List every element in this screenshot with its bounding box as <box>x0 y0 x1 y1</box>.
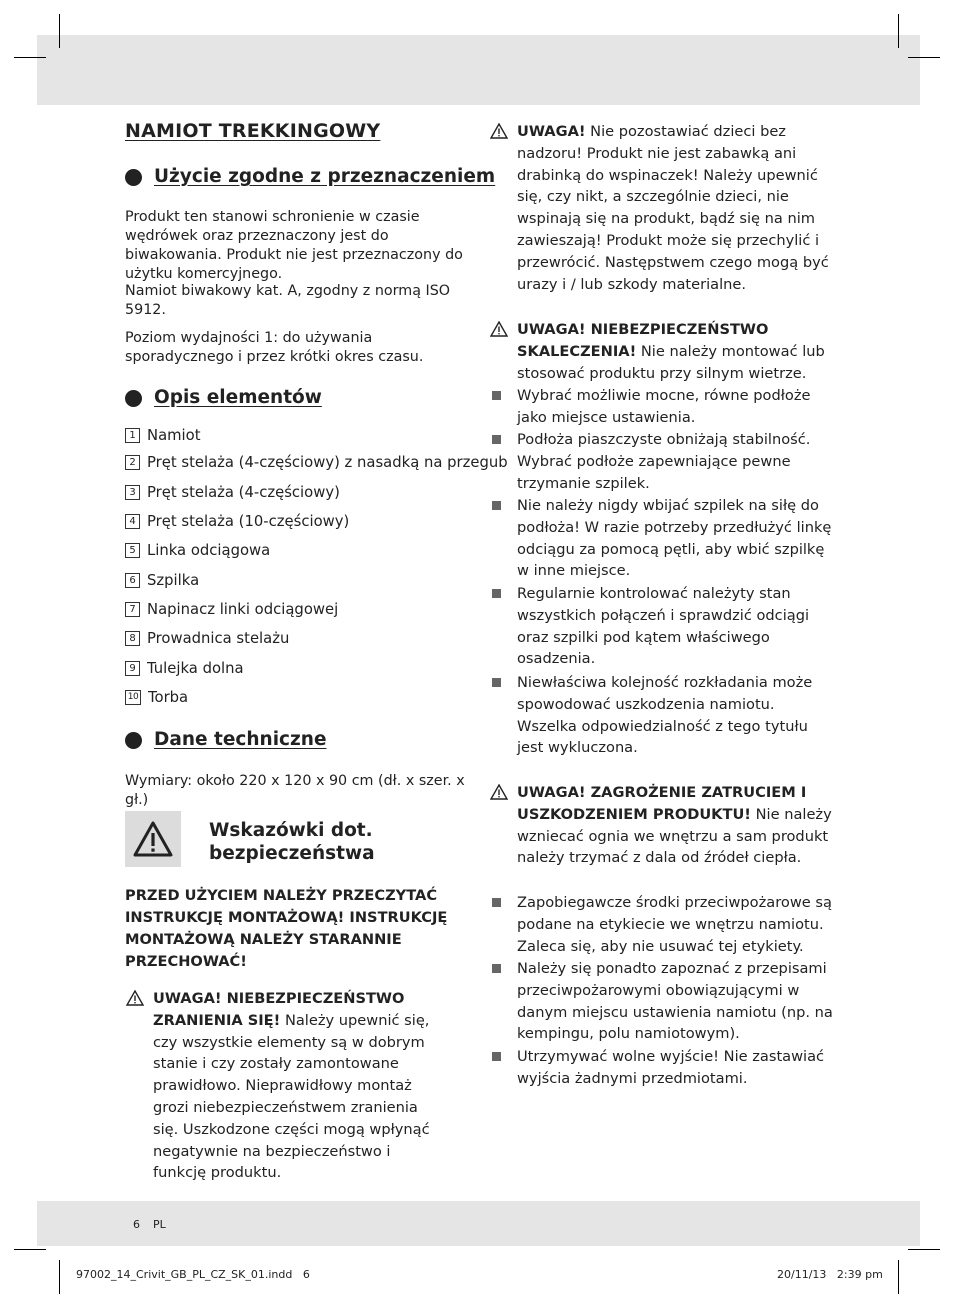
warning-text: Nie należy wzniecać ognia we wnętrzu a sam produkt należy trzymać z dala od źródeł ciepła. <box>517 805 832 867</box>
square-bullet-icon <box>492 964 501 973</box>
square-bullet-icon <box>492 435 501 444</box>
part-number: 10 <box>125 690 141 705</box>
section-tech <box>125 729 327 750</box>
part-number: 1 <box>125 428 140 443</box>
read-instructions-notice: PRZED UŻYCIEM NALEŻY PRZECZYTAĆ INSTRUKCJĘ MONTAŻOWĄ! INSTRUKCJĘ MONTAŻOWĄ NALEŻY STARANNIE PRZECHOWAĆ! <box>125 887 448 970</box>
safety-title <box>209 819 375 865</box>
section-heading: Opis elementów <box>154 387 322 408</box>
part-label: Linka odciągowa <box>147 542 271 559</box>
warning-label: UWAGA! NIEBEZPIECZEŃSTWO SKALECZENIA! <box>517 321 769 360</box>
list-item-text: Wybrać możliwie mocne, równe podłoże jako miejsce ustawienia. <box>517 387 811 426</box>
list-item <box>517 672 835 759</box>
part-number: 9 <box>125 661 140 676</box>
part-item <box>125 454 508 471</box>
list-item-text: Regularnie kontrolować należyty stan wszystkich połączeń i sprawdzić odciągi oraz szpilki pod kątem właściwego osadzenia. <box>517 585 810 668</box>
part-label: Tulejka dolna <box>147 660 244 677</box>
part-number: 6 <box>125 573 140 588</box>
part-number: 2 <box>125 455 140 470</box>
list-item <box>517 495 835 582</box>
tech-dimensions: Wymiary: około 220 x 120 x 90 cm (dł. x szer. x gł.) <box>125 773 465 808</box>
footer-band <box>37 1201 920 1246</box>
list-item-text: Nie należy nigdy wbijać szpilek na siłę do podłoża! W razie potrzeby przedłużyć linkę odciągu za pomocą pętli, aby wbić szpilkę w inne miejsce. <box>517 497 832 580</box>
language-code: PL <box>153 1218 166 1231</box>
safety-title-line: bezpieczeństwa <box>209 843 375 864</box>
list-item <box>517 385 835 429</box>
page-number: 6 <box>133 1218 140 1231</box>
part-item <box>125 630 289 647</box>
part-item <box>125 689 188 706</box>
warning-triangle-icon <box>490 321 508 337</box>
part-label: Pręt stelaża (4-częściowy) <box>147 484 340 501</box>
part-label: Torba <box>148 689 189 706</box>
part-item <box>125 601 338 618</box>
list-item <box>517 583 835 670</box>
document-title: NAMIOT TREKKINGOWY <box>125 120 381 142</box>
list-item <box>517 1046 835 1090</box>
part-label: Szpilka <box>147 572 200 589</box>
crop-mark <box>14 57 46 58</box>
square-bullet-icon <box>492 589 501 598</box>
part-number: 5 <box>125 543 140 558</box>
part-number: 8 <box>125 631 140 646</box>
paragraph: Produkt ten stanowi schronienie w czasie wędrówek oraz przeznaczony jest do biwakowania. Produkt nie jest przeznaczony do użytku komercyjnego. <box>125 209 463 282</box>
part-number: 3 <box>125 485 140 500</box>
crop-mark <box>59 1260 60 1294</box>
square-bullet-icon <box>492 501 501 510</box>
list-item-text: Podłoża piaszczyste obniżają stabilność. Wybrać podłoże zapewniające pewne trzymanie szpilek. <box>517 431 811 492</box>
list-item-text: Utrzymywać wolne wyjście! Nie zastawiać wyjścia żadnymi przedmiotami. <box>517 1048 825 1087</box>
part-item <box>125 484 340 501</box>
crop-mark <box>908 1249 940 1250</box>
square-bullet-icon <box>492 678 501 687</box>
warning-box <box>125 811 181 867</box>
crop-mark <box>59 14 60 48</box>
list-item <box>517 892 835 957</box>
part-item <box>125 427 201 444</box>
square-bullet-icon <box>492 898 501 907</box>
bullet-dot-icon <box>125 390 142 407</box>
part-item <box>125 572 199 589</box>
header-band <box>37 35 920 105</box>
list-item-text: Niewłaściwa kolejność rozkładania może spowodować uszkodzenia namiotu. Wszelka odpowiedzialność z tego tytułu jest wykluczona. <box>517 674 813 757</box>
list-item-text: Zapobiegawcze środki przeciwpożarowe są podane na etykiecie we wnętrzu namiotu. Zaleca się, aby nie usuwać tej etykiety. <box>517 894 832 955</box>
warning-label: UWAGA! ZAGROŻENIE ZATRUCIEM I USZKODZENIEM PRODUKTU! <box>517 784 807 823</box>
paragraph: Namiot biwakowy kat. A, zgodny z normą ISO 5912. <box>125 283 451 318</box>
square-bullet-icon <box>492 391 501 400</box>
part-label: Namiot <box>147 427 201 444</box>
part-item <box>125 542 270 559</box>
bullet-dot-icon <box>125 169 142 186</box>
crop-mark <box>898 1260 899 1294</box>
warning-triangle-icon <box>490 784 508 800</box>
warning-fire <box>517 782 835 869</box>
list-item-text: Należy się ponadto zapoznać z przepisami przeciwpożarowymi obowiązującymi w danym miejscu ustawienia namiotu (np. na kempingu, polu namiotowym). <box>517 960 833 1043</box>
list-item <box>517 958 835 1045</box>
part-number: 7 <box>125 602 140 617</box>
warning-children <box>517 121 835 295</box>
warning-text: Nie pozostawiać dzieci bez nadzoru! Produkt nie jest zabawką ani drabinką do wspinaczek! Należy upewnić się, czy nikt, a szczególnie dzieci, nie wspinają się na produkt, bądź się na nim zawieszają! Produkt może się przechylić i przewrócić. Następstwem czego mogą być urazy i / lub szkody materialne. <box>517 123 829 293</box>
section-heading: Użycie zgodne z przeznaczeniem <box>154 166 496 187</box>
warning-text: Nie należy montować lub stosować produktu przy silnym wietrze. <box>517 342 825 382</box>
part-item <box>125 513 349 530</box>
bullet-dot-icon <box>125 732 142 749</box>
warning-triangle-icon <box>126 990 144 1006</box>
warning-label: UWAGA! <box>517 123 586 140</box>
warning-cut <box>517 319 835 384</box>
part-number: 4 <box>125 514 140 529</box>
section-intended-use <box>125 166 495 187</box>
warning-triangle-icon <box>490 123 508 139</box>
part-item <box>125 660 244 677</box>
imprint-date: 20/11/13 2:39 pm <box>777 1268 883 1281</box>
safety-title-line: Wskazówki dot. <box>209 820 373 841</box>
part-label: Pręt stelaża (10-częściowy) <box>147 513 350 530</box>
square-bullet-icon <box>492 1052 501 1061</box>
paragraph: Poziom wydajności 1: do używania sporadycznego i przez krótki okres czasu. <box>125 330 424 365</box>
list-item <box>517 429 835 494</box>
section-parts <box>125 387 322 408</box>
crop-mark <box>898 14 899 48</box>
warning-injury <box>153 988 438 1184</box>
section-heading: Dane techniczne <box>154 729 327 750</box>
warning-label: UWAGA! NIEBEZPIECZEŃSTWO ZRANIENIA SIĘ! <box>153 990 405 1029</box>
warning-text: Należy upewnić się, czy wszystkie elementy są w dobrym stanie i czy zostały zamontowane prawidłowo. Nieprawidłowy montaż grozi niebezpieczeństwem zranienia się. Uszkodzone części mogą wpłynąć negatywnie na bezpieczeństwo i funkcję produktu. <box>153 1011 430 1182</box>
imprint-file: 97002_14_Crivit_GB_PL_CZ_SK_01.indd 6 <box>76 1268 310 1281</box>
part-label: Napinacz linki odciągowej <box>147 601 339 618</box>
crop-mark <box>908 57 940 58</box>
part-label: Pręt stelaża (4-częściowy) z nasadką na przegub <box>147 454 508 471</box>
warning-triangle-icon <box>133 821 173 857</box>
part-label: Prowadnica stelażu <box>147 630 290 647</box>
crop-mark <box>14 1249 46 1250</box>
